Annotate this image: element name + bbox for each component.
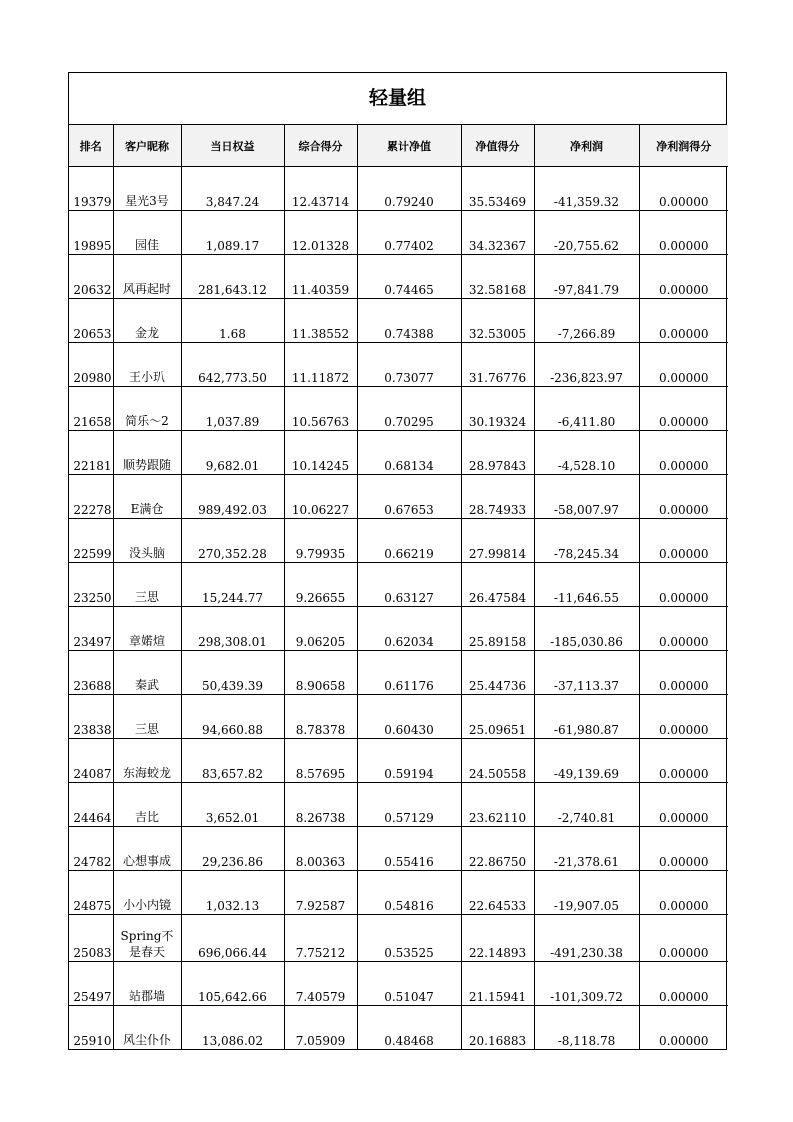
cell-equity: 29,236.86	[181, 827, 284, 871]
cell-cumulative-nav: 0.67653	[357, 475, 461, 519]
cell-net-profit: -7,266.89	[534, 299, 639, 343]
cell-net-profit-score: 0.00000	[639, 475, 728, 519]
cell-net-profit-score: 0.00000	[639, 431, 728, 475]
cell-equity: 696,066.44	[181, 915, 284, 962]
cell-composite-score: 10.56763	[284, 387, 357, 431]
table-row	[69, 962, 728, 1006]
cell-cumulative-nav: 0.57129	[357, 783, 461, 827]
cell-nickname: E满仓	[113, 475, 181, 519]
cell-nickname: 风尘仆仆	[113, 1006, 181, 1050]
cell-rank: 24875	[69, 871, 113, 915]
cell-equity: 1.68	[181, 299, 284, 343]
cell-cumulative-nav: 0.77402	[357, 211, 461, 255]
cell-rank: 22278	[69, 475, 113, 519]
cell-net-profit: -101,309.72	[534, 962, 639, 1006]
cell-composite-score: 10.14245	[284, 431, 357, 475]
cell-net-profit: -185,030.86	[534, 607, 639, 651]
cell-nav-score: 26.47584	[461, 563, 534, 607]
cell-composite-score: 7.75212	[284, 915, 357, 962]
cell-equity: 642,773.50	[181, 343, 284, 387]
cell-rank: 24782	[69, 827, 113, 871]
cell-rank: 24087	[69, 739, 113, 783]
cell-composite-score: 8.78378	[284, 695, 357, 739]
cell-net-profit-score: 0.00000	[639, 607, 728, 651]
cell-rank: 25910	[69, 1006, 113, 1050]
cell-net-profit: -37,113.37	[534, 651, 639, 695]
cell-rank: 19379	[69, 167, 113, 211]
cell-nav-score: 20.16883	[461, 1006, 534, 1050]
cell-composite-score: 7.92587	[284, 871, 357, 915]
cell-net-profit-score: 0.00000	[639, 167, 728, 211]
cell-net-profit-score: 0.00000	[639, 255, 728, 299]
cell-net-profit: -61,980.87	[534, 695, 639, 739]
cell-nav-score: 28.74933	[461, 475, 534, 519]
cell-net-profit-score: 0.00000	[639, 651, 728, 695]
cell-cumulative-nav: 0.53525	[357, 915, 461, 962]
cell-equity: 1,032.13	[181, 871, 284, 915]
cell-cumulative-nav: 0.66219	[357, 519, 461, 563]
cell-cumulative-nav: 0.73077	[357, 343, 461, 387]
cell-cumulative-nav: 0.70295	[357, 387, 461, 431]
cell-nav-score: 28.97843	[461, 431, 534, 475]
cell-composite-score: 11.11872	[284, 343, 357, 387]
cell-nickname: Spring不是春天	[113, 915, 181, 962]
cell-nav-score: 32.53005	[461, 299, 534, 343]
table-row	[69, 343, 728, 387]
cell-net-profit: -58,007.97	[534, 475, 639, 519]
cell-cumulative-nav: 0.79240	[357, 167, 461, 211]
cell-composite-score: 9.79935	[284, 519, 357, 563]
cell-nickname: 没头脑	[113, 519, 181, 563]
cell-rank: 24464	[69, 783, 113, 827]
cell-net-profit-score: 0.00000	[639, 343, 728, 387]
sheet-title: 轻量组	[69, 73, 726, 125]
table-row	[69, 387, 728, 431]
table-row	[69, 299, 728, 343]
cell-cumulative-nav: 0.74388	[357, 299, 461, 343]
cell-net-profit: -78,245.34	[534, 519, 639, 563]
cell-net-profit: -236,823.97	[534, 343, 639, 387]
cell-rank: 23497	[69, 607, 113, 651]
cell-nav-score: 34.32367	[461, 211, 534, 255]
cell-nav-score: 32.58168	[461, 255, 534, 299]
table-row	[69, 607, 728, 651]
cell-composite-score: 8.57695	[284, 739, 357, 783]
cell-rank: 20980	[69, 343, 113, 387]
cell-rank: 23688	[69, 651, 113, 695]
cell-equity: 1,089.17	[181, 211, 284, 255]
cell-nav-score: 35.53469	[461, 167, 534, 211]
table-row	[69, 1006, 728, 1050]
cell-rank: 22599	[69, 519, 113, 563]
table-row	[69, 827, 728, 871]
header-nav-score: 净值得分	[461, 125, 534, 167]
cell-nickname: 吉比	[113, 783, 181, 827]
cell-equity: 50,439.39	[181, 651, 284, 695]
cell-net-profit-score: 0.00000	[639, 871, 728, 915]
ranking-sheet	[68, 72, 727, 1050]
cell-net-profit: -11,646.55	[534, 563, 639, 607]
cell-cumulative-nav: 0.54816	[357, 871, 461, 915]
cell-equity: 298,308.01	[181, 607, 284, 651]
cell-nav-score: 22.14893	[461, 915, 534, 962]
cell-rank: 22181	[69, 431, 113, 475]
cell-equity: 13,086.02	[181, 1006, 284, 1050]
cell-net-profit-score: 0.00000	[639, 695, 728, 739]
cell-nickname: 三思	[113, 563, 181, 607]
table-row	[69, 871, 728, 915]
table-row	[69, 915, 728, 962]
cell-rank: 20653	[69, 299, 113, 343]
table-row	[69, 695, 728, 739]
cell-nickname: 章婼煊	[113, 607, 181, 651]
table-body	[69, 167, 728, 1050]
cell-nav-score: 21.15941	[461, 962, 534, 1006]
cell-nickname: 王小玐	[113, 343, 181, 387]
cell-equity: 1,037.89	[181, 387, 284, 431]
cell-net-profit-score: 0.00000	[639, 211, 728, 255]
table-row	[69, 211, 728, 255]
ranking-table	[69, 125, 728, 1049]
cell-equity: 83,657.82	[181, 739, 284, 783]
cell-equity: 281,643.12	[181, 255, 284, 299]
cell-cumulative-nav: 0.51047	[357, 962, 461, 1006]
cell-net-profit-score: 0.00000	[639, 827, 728, 871]
cell-composite-score: 12.01328	[284, 211, 357, 255]
table-row	[69, 563, 728, 607]
cell-nav-score: 25.44736	[461, 651, 534, 695]
cell-nickname: 站郡墙	[113, 962, 181, 1006]
cell-net-profit: -41,359.32	[534, 167, 639, 211]
header-row	[69, 125, 728, 167]
cell-net-profit-score: 0.00000	[639, 563, 728, 607]
cell-composite-score: 7.05909	[284, 1006, 357, 1050]
header-cumulative-nav: 累计净值	[357, 125, 461, 167]
cell-net-profit-score: 0.00000	[639, 519, 728, 563]
cell-net-profit: -491,230.38	[534, 915, 639, 962]
cell-cumulative-nav: 0.63127	[357, 563, 461, 607]
table-row	[69, 783, 728, 827]
cell-cumulative-nav: 0.48468	[357, 1006, 461, 1050]
cell-net-profit: -8,118.78	[534, 1006, 639, 1050]
cell-composite-score: 10.06227	[284, 475, 357, 519]
cell-composite-score: 8.26738	[284, 783, 357, 827]
cell-composite-score: 11.38552	[284, 299, 357, 343]
cell-nickname: 秦武	[113, 651, 181, 695]
cell-net-profit: -97,841.79	[534, 255, 639, 299]
header-net-profit: 净利润	[534, 125, 639, 167]
header-net-profit-score: 净利润得分	[639, 125, 728, 167]
cell-nickname: 三思	[113, 695, 181, 739]
cell-equity: 9,682.01	[181, 431, 284, 475]
cell-net-profit-score: 0.00000	[639, 299, 728, 343]
header-nickname: 客户昵称	[113, 125, 181, 167]
cell-nickname: 顺势跟随	[113, 431, 181, 475]
cell-net-profit: -21,378.61	[534, 827, 639, 871]
cell-net-profit: -20,755.62	[534, 211, 639, 255]
table-row	[69, 167, 728, 211]
cell-composite-score: 9.26655	[284, 563, 357, 607]
cell-composite-score: 12.43714	[284, 167, 357, 211]
cell-nav-score: 24.50558	[461, 739, 534, 783]
table-row	[69, 651, 728, 695]
header-rank: 排名	[69, 125, 113, 167]
cell-net-profit: -49,139.69	[534, 739, 639, 783]
cell-nickname: 简乐～2	[113, 387, 181, 431]
cell-cumulative-nav: 0.61176	[357, 651, 461, 695]
cell-net-profit-score: 0.00000	[639, 783, 728, 827]
cell-cumulative-nav: 0.59194	[357, 739, 461, 783]
header-composite-score: 综合得分	[284, 125, 357, 167]
cell-equity: 3,652.01	[181, 783, 284, 827]
cell-nav-score: 25.09651	[461, 695, 534, 739]
cell-composite-score: 7.40579	[284, 962, 357, 1006]
cell-nav-score: 22.86750	[461, 827, 534, 871]
cell-cumulative-nav: 0.74465	[357, 255, 461, 299]
cell-composite-score: 8.00363	[284, 827, 357, 871]
table-row	[69, 255, 728, 299]
header-equity: 当日权益	[181, 125, 284, 167]
cell-nickname: 园佳	[113, 211, 181, 255]
cell-composite-score: 11.40359	[284, 255, 357, 299]
cell-nav-score: 31.76776	[461, 343, 534, 387]
cell-net-profit: -19,907.05	[534, 871, 639, 915]
cell-nav-score: 27.99814	[461, 519, 534, 563]
cell-nickname: 星光3号	[113, 167, 181, 211]
cell-rank: 21658	[69, 387, 113, 431]
cell-equity: 94,660.88	[181, 695, 284, 739]
cell-rank: 23250	[69, 563, 113, 607]
cell-net-profit-score: 0.00000	[639, 962, 728, 1006]
cell-cumulative-nav: 0.68134	[357, 431, 461, 475]
cell-cumulative-nav: 0.55416	[357, 827, 461, 871]
cell-nickname: 风再起时	[113, 255, 181, 299]
cell-cumulative-nav: 0.62034	[357, 607, 461, 651]
cell-nickname: 东海蛟龙	[113, 739, 181, 783]
cell-cumulative-nav: 0.60430	[357, 695, 461, 739]
cell-equity: 3,847.24	[181, 167, 284, 211]
cell-net-profit-score: 0.00000	[639, 1006, 728, 1050]
cell-nickname: 小小内镜	[113, 871, 181, 915]
cell-equity: 15,244.77	[181, 563, 284, 607]
cell-nickname: 心想事成	[113, 827, 181, 871]
cell-equity: 270,352.28	[181, 519, 284, 563]
cell-nav-score: 22.64533	[461, 871, 534, 915]
cell-equity: 105,642.66	[181, 962, 284, 1006]
cell-nav-score: 23.62110	[461, 783, 534, 827]
cell-rank: 20632	[69, 255, 113, 299]
cell-net-profit-score: 0.00000	[639, 739, 728, 783]
cell-net-profit-score: 0.00000	[639, 387, 728, 431]
table-row	[69, 431, 728, 475]
table-row	[69, 475, 728, 519]
cell-composite-score: 8.90658	[284, 651, 357, 695]
table-row	[69, 519, 728, 563]
cell-composite-score: 9.06205	[284, 607, 357, 651]
cell-net-profit: -6,411.80	[534, 387, 639, 431]
cell-equity: 989,492.03	[181, 475, 284, 519]
cell-net-profit: -2,740.81	[534, 783, 639, 827]
cell-rank: 23838	[69, 695, 113, 739]
cell-nav-score: 25.89158	[461, 607, 534, 651]
cell-nav-score: 30.19324	[461, 387, 534, 431]
cell-rank: 19895	[69, 211, 113, 255]
table-row	[69, 739, 728, 783]
cell-net-profit-score: 0.00000	[639, 915, 728, 962]
cell-rank: 25497	[69, 962, 113, 1006]
cell-rank: 25083	[69, 915, 113, 962]
cell-nickname: 金龙	[113, 299, 181, 343]
cell-net-profit: -4,528.10	[534, 431, 639, 475]
